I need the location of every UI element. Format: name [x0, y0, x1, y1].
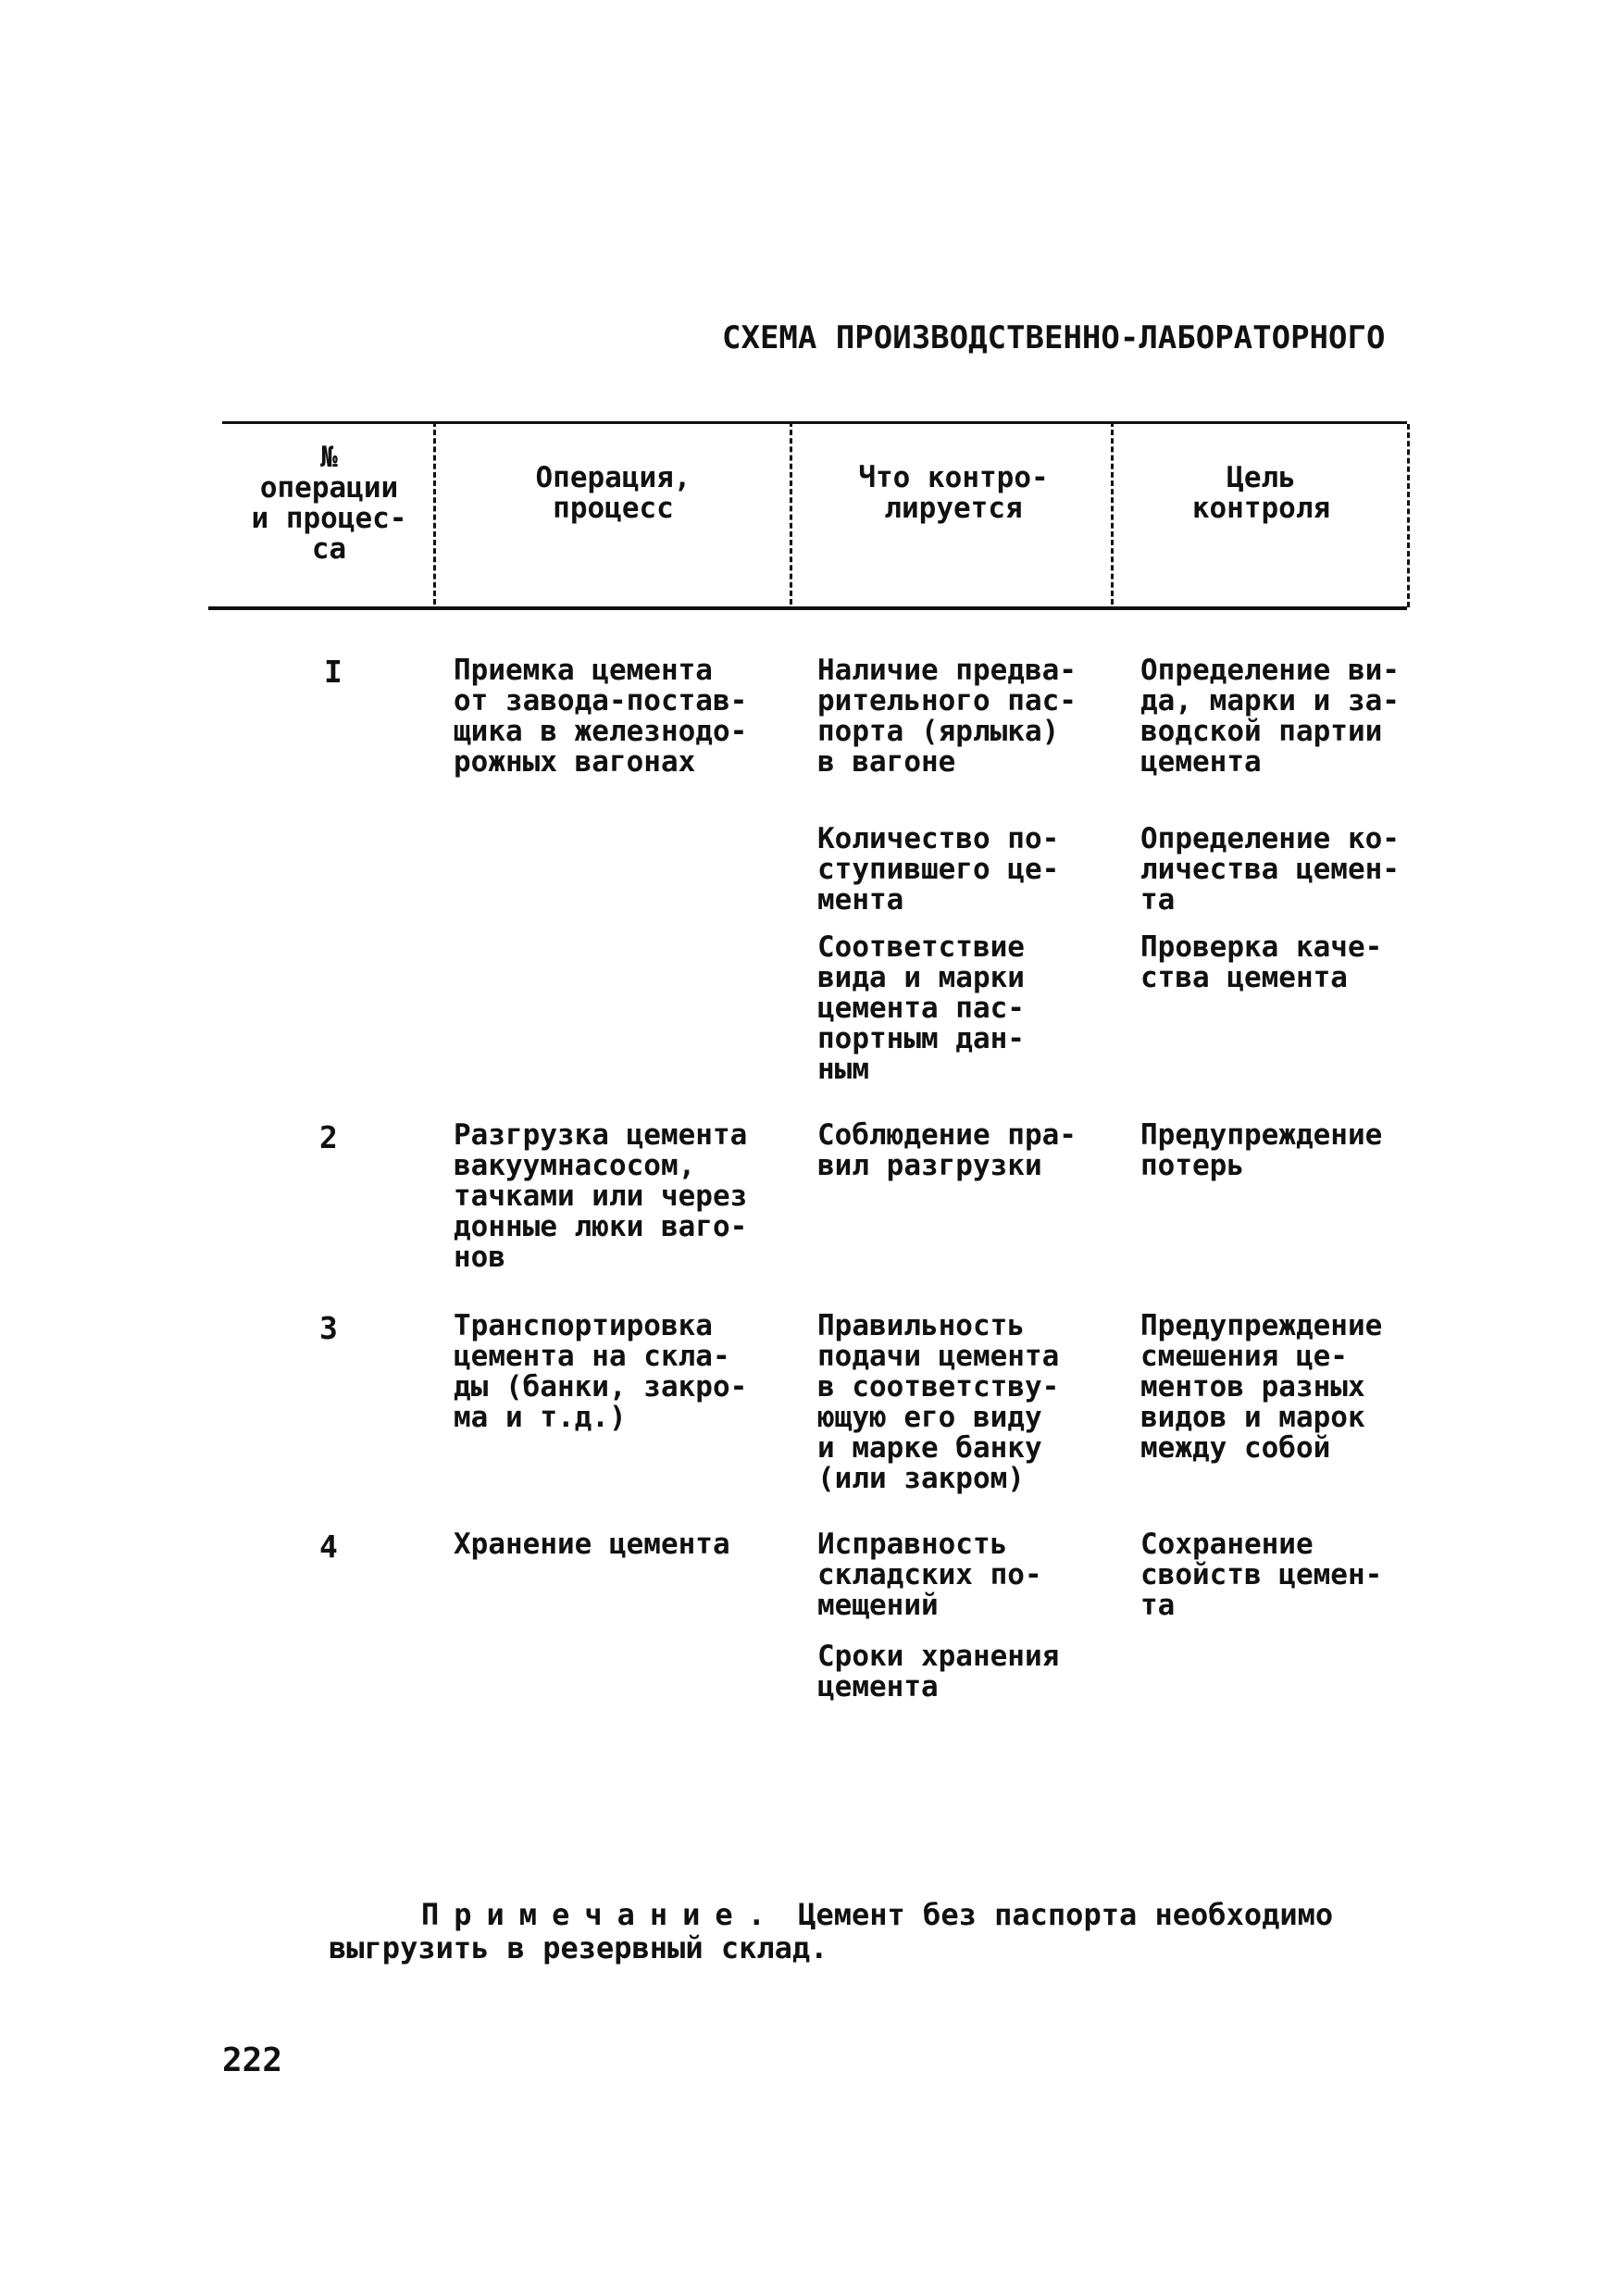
header-goal: Цель контроля — [1191, 461, 1331, 525]
row-3-number: 3 — [319, 1310, 338, 1346]
row-2-controlled: Соблюдение пра- вил разгрузки — [817, 1118, 1077, 1182]
page-number: 222 — [222, 2041, 283, 2079]
column-divider-1 — [433, 421, 436, 605]
row-4-controlled-2: Сроки хранения цемента — [817, 1640, 1060, 1703]
footnote-text: Цемент без паспорта необходимо выгрузить в резервный склад. — [329, 1897, 1334, 1965]
row-2-goal: Предупреждение потерь — [1140, 1118, 1383, 1182]
row-4-goal: Сохранение свойств цемен- та — [1140, 1528, 1383, 1622]
row-1-goal-3: Проверка каче- ства цемента — [1140, 930, 1383, 994]
row-3-controlled: Правильность подачи цемента в соответству- ющую его виду и марке банку (или закром) — [817, 1309, 1060, 1495]
column-divider-2 — [790, 421, 792, 605]
header-controlled: Что контро- лируется — [858, 461, 1049, 525]
footnote-label: Примечание. — [421, 1897, 780, 1932]
row-1-number: I — [324, 654, 342, 690]
row-1-operation: Приемка цемента от завода-постав- щика в железнодо- рожных вагонах — [454, 654, 748, 779]
page-title: СХЕМА ПРОИЗВОДСТВЕННО-ЛАБОРАТОРНОГО — [722, 319, 1386, 356]
row-4-controlled-1: Исправность складских по- мещений — [817, 1528, 1042, 1622]
footnote — [329, 1898, 1439, 1965]
row-1-controlled-3: Соответствие вида и марки цемента пас- портным дан- ным — [817, 930, 1025, 1086]
column-divider-4 — [1407, 424, 1410, 607]
table-header-bottom-rule — [208, 606, 1407, 610]
header-number: № операции и процес- са — [251, 441, 407, 566]
row-4-operation: Хранение цемента — [454, 1528, 730, 1561]
column-divider-3 — [1111, 421, 1114, 605]
row-2-number: 2 — [319, 1119, 338, 1155]
row-2-operation: Разгрузка цемента вакуумнасосом, тачками или через донные люки ваго- нов — [454, 1118, 748, 1274]
row-3-goal: Предупреждение смешения це- ментов разных видов и марок между собой — [1140, 1309, 1383, 1465]
row-3-operation: Транспортировка цемента на скла- ды (банки, закро- ма и т.д.) — [454, 1309, 748, 1434]
table-top-rule — [222, 421, 1407, 424]
row-4-number: 4 — [319, 1529, 338, 1565]
row-1-controlled-1: Наличие предва- рительного пас- порта (ярлыка) в вагоне — [817, 654, 1077, 779]
header-operation: Операция, процесс — [535, 461, 691, 525]
row-1-controlled-2: Количество по- ступившего це- мента — [817, 822, 1060, 917]
row-1-goal-1: Определение ви- да, марки и за- водской партии цемента — [1140, 654, 1400, 779]
row-1-goal-2: Определение ко- личества цемен- та — [1140, 822, 1400, 917]
